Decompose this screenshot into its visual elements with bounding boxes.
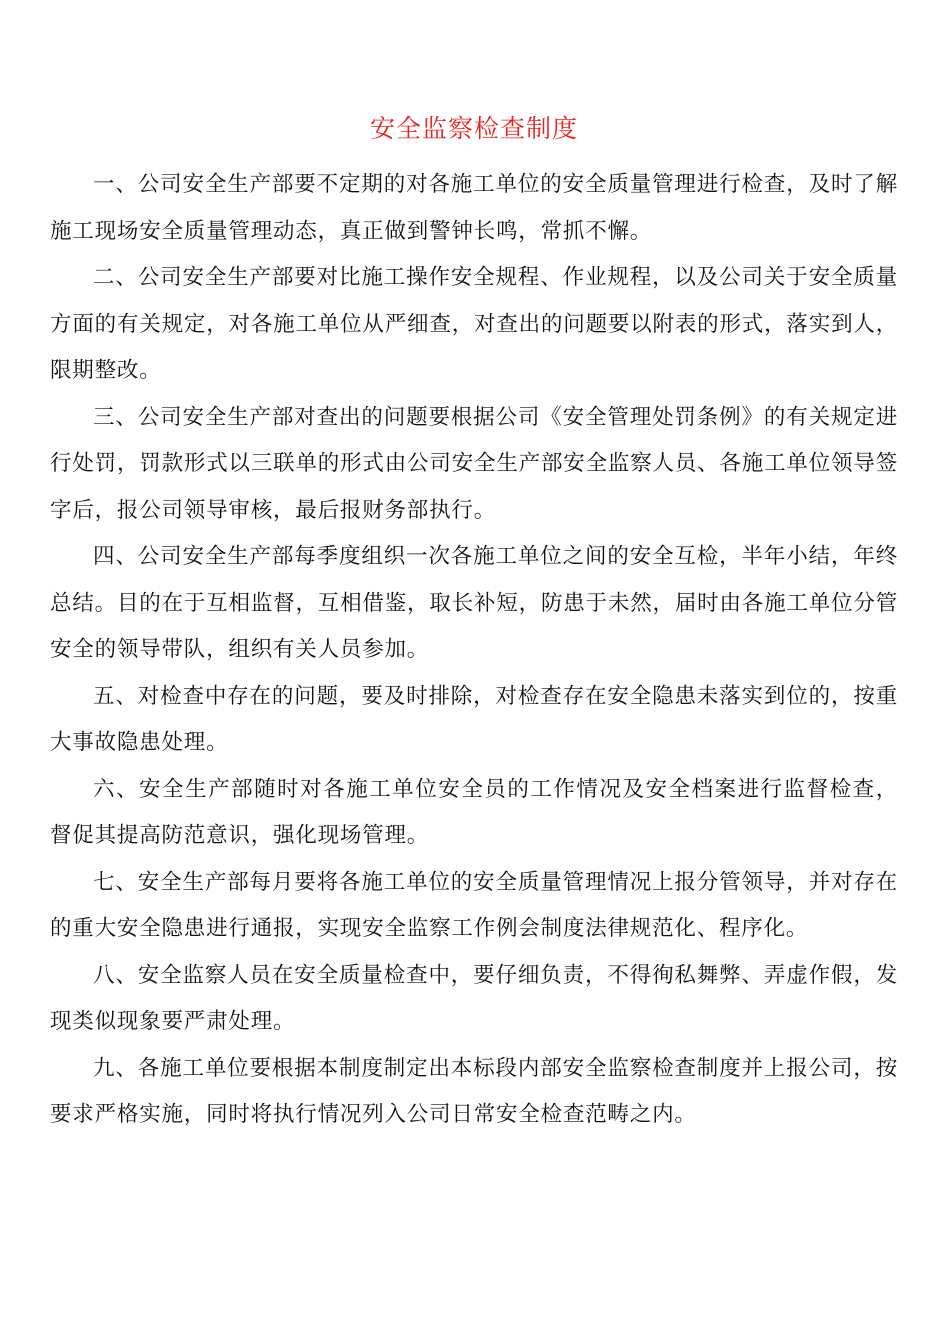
clause-9: 九、各施工单位要根据本制度制定出本标段内部安全监察检查制度并上报公司，按要求严格实施，同时将执行情况列入公司日常安全检查范畴之内。 bbox=[50, 1055, 898, 1127]
document-title: 安全监察检查制度 bbox=[369, 114, 578, 143]
clause-5: 五、对检查中存在的问题，要及时排除，对检查存在安全隐患未落实到位的，按重大事故隐患处理。 bbox=[50, 683, 898, 755]
clause-1: 一、公司安全生产部要不定期的对各施工单位的安全质量管理进行检查，及时了解施工现场安全质量管理动态，真正做到警钟长鸣，常抓不懈。 bbox=[50, 172, 898, 244]
clause-3: 三、公司安全生产部对查出的问题要根据公司《安全管理处罚条例》的有关规定进行处罚，罚款形式以三联单的形式由公司安全生产部安全监察人员、各施工单位领导签字后，报公司领导审核，最后报财务部执行。 bbox=[50, 404, 898, 523]
clause-8: 八、安全监察人员在安全质量检查中，要仔细负责，不得徇私舞弊、弄虚作假，发现类似现象要严肃处理。 bbox=[50, 962, 898, 1034]
clause-2: 二、公司安全生产部要对比施工操作安全规程、作业规程，以及公司关于安全质量方面的有关规定，对各施工单位从严细查，对查出的问题要以附表的形式，落实到人，限期整改。 bbox=[50, 265, 898, 383]
clause-6: 六、安全生产部随时对各施工单位安全员的工作情况及安全档案进行监督检查， 督促其提高防范意识，强化现场管理。 bbox=[50, 776, 914, 848]
clause-7: 七、安全生产部每月要将各施工单位的安全质量管理情况上报分管领导，并对存在的重大安全隐患进行通报，实现安全监察工作例会制度法律规范化、程序化。 bbox=[50, 869, 898, 941]
clause-4: 四、公司安全生产部每季度组织一次各施工单位之间的安全互检，半年小结，年终总结。目的在于互相监督，互相借鉴，取长补短，防患于未然，届时由各施工单位分管安全的领导带队，组织有关人员参加。 bbox=[50, 544, 898, 662]
